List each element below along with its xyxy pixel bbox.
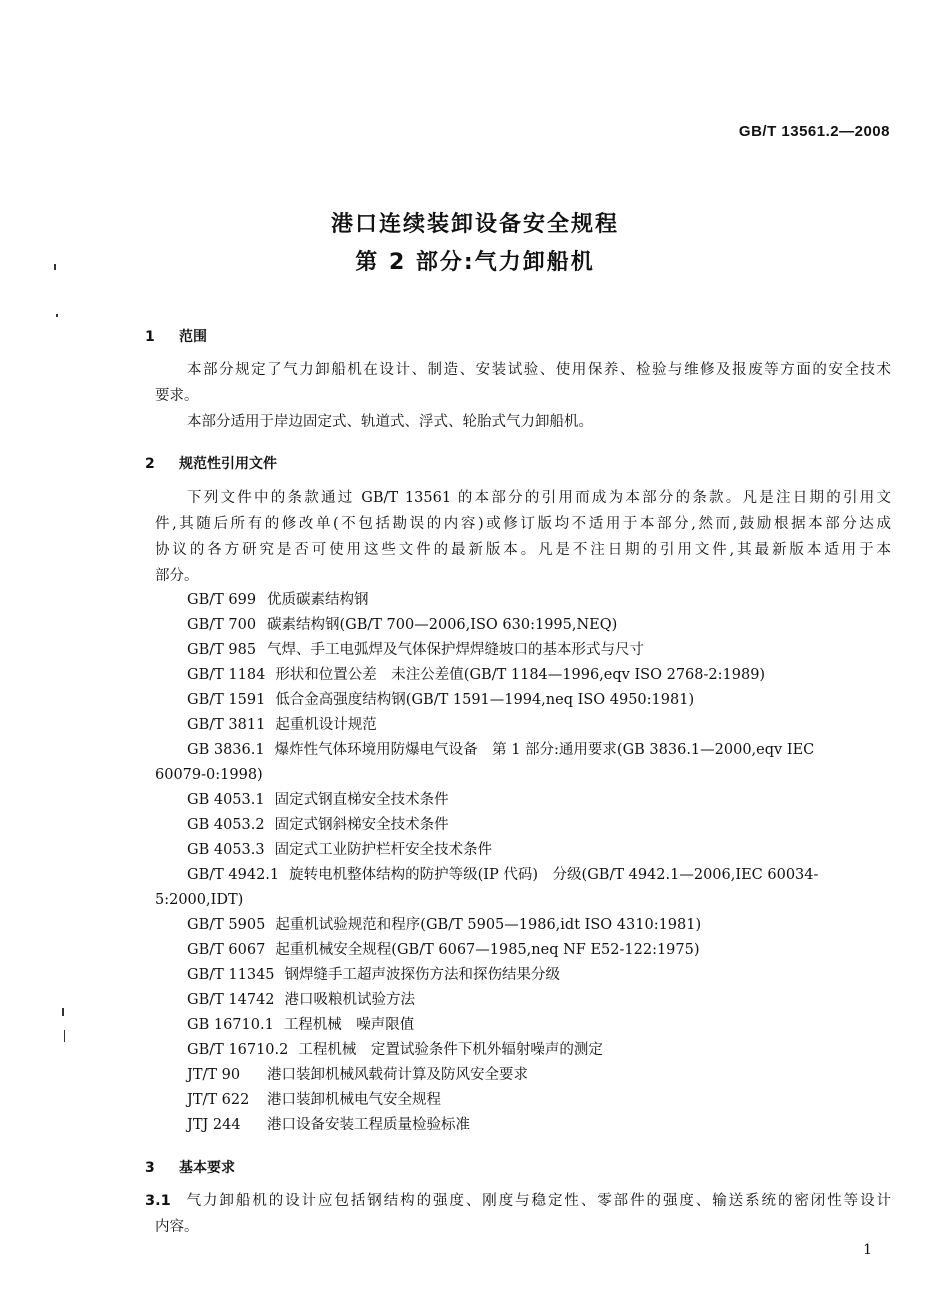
reference-title: 低合金高强度结构钢(GB/T 1591—1994,neq ISO 4950:1981) (275, 692, 695, 708)
reference-code: JT/T 622 (187, 1092, 250, 1108)
reference-item (187, 712, 377, 738)
reference-title: 起重机械安全规程(GB/T 6067—1985,neq NF E52-122:1975) (275, 942, 700, 958)
reference-code: JT/T 90 (187, 1067, 241, 1083)
paragraph: 本部分适用于岸边固定式、轨道式、浮式、轮胎式气力卸船机。 (187, 414, 593, 430)
reference-item (187, 1012, 414, 1038)
reference-item (187, 937, 700, 963)
reference-continuation: 60079-0:1998) (155, 767, 263, 783)
reference-item (187, 1062, 528, 1088)
paragraph: 下列文件中的条款通过 GB/T 13561 的本部分的引用而成为本部分的条款。凡是注日期的引用文 (187, 490, 891, 506)
reference-code: GB/T 14742 (187, 992, 275, 1008)
section-number: 1 (145, 329, 155, 345)
reference-code: GB 4053.2 (187, 817, 265, 833)
section-number: 3 (145, 1160, 155, 1176)
reference-title: 港口装卸机械电气安全规程 (267, 1092, 441, 1108)
paragraph: 协议的各方研究是否可使用这些文件的最新版本。凡是不注日期的引用文件,其最新版本适用于本 (155, 542, 891, 558)
reference-item (187, 662, 765, 688)
clause-number: 3.1 (145, 1193, 171, 1209)
reference-code: GB/T 6067 (187, 942, 266, 958)
reference-title: 固定式工业防护栏杆安全技术条件 (274, 842, 493, 858)
reference-code: GB/T 11345 (187, 967, 275, 983)
reference-continuation: 5:2000,IDT) (155, 892, 244, 908)
reference-title: 气焊、手工电弧焊及气体保护焊焊缝坡口的基本形式与尺寸 (267, 642, 644, 658)
reference-title: 港口装卸机械风载荷计算及防风安全要求 (267, 1067, 528, 1083)
reference-title: 港口设备安装工程质量检验标准 (267, 1117, 470, 1133)
reference-code: GB/T 1591 (187, 692, 266, 708)
clause-3-1 (145, 1188, 891, 1214)
reference-title: 爆炸性气体环境用防爆电气设备 第 1 部分:通用要求(GB 3836.1—2000,eqv IEC (274, 742, 815, 758)
reference-item (187, 1112, 470, 1138)
reference-title: 碳素结构钢(GB/T 700—2006,ISO 630:1995,NEQ) (267, 617, 618, 633)
section-heading (145, 326, 207, 346)
reference-item (187, 812, 449, 838)
standard-code: GB/T 13561.2—2008 (738, 123, 890, 140)
section-heading (145, 453, 277, 473)
reference-title: 优质碳素结构钢 (267, 592, 369, 608)
paragraph: 部分。 (155, 568, 199, 584)
reference-code: GB/T 985 (187, 642, 257, 658)
reference-item (187, 612, 617, 638)
scan-mark (56, 314, 58, 317)
scan-mark (64, 1030, 65, 1042)
reference-item (187, 787, 449, 813)
section-title: 规范性引用文件 (179, 456, 277, 472)
reference-title: 起重机试验规范和程序(GB/T 5905—1986,idt ISO 4310:1981) (275, 917, 702, 933)
reference-code: GB/T 1184 (187, 667, 266, 683)
reference-title: 固定式钢直梯安全技术条件 (274, 792, 449, 808)
section-number: 2 (145, 456, 155, 472)
section-title: 基本要求 (179, 1160, 235, 1176)
reference-title: 港口吸粮机试验方法 (284, 992, 416, 1008)
reference-title: 工程机械 噪声限值 (283, 1017, 415, 1033)
reference-code: GB/T 700 (187, 617, 257, 633)
reference-title: 钢焊缝手工超声波探伤方法和探伤结果分级 (284, 967, 561, 983)
reference-code: GB/T 5905 (187, 917, 266, 933)
reference-item (187, 962, 560, 988)
reference-item (187, 837, 492, 863)
reference-item (187, 687, 694, 713)
reference-item (187, 637, 644, 663)
document-subtitle: 第 2 部分:气力卸船机 (355, 250, 595, 275)
reference-code: GB/T 4942.1 (187, 867, 280, 883)
scan-mark (62, 1008, 64, 1016)
paragraph: 本部分规定了气力卸船机在设计、制造、安装试验、使用保养、检验与维修及报废等方面的安全技术 (187, 362, 891, 378)
reference-code: JTJ 244 (187, 1117, 241, 1133)
clause-text: 气力卸船机的设计应包括钢结构的强度、刚度与稳定性、零部件的强度、输送系统的密闭性等设计 (184, 1193, 891, 1209)
reference-item (187, 912, 701, 938)
reference-item (187, 1087, 441, 1113)
reference-title: 固定式钢斜梯安全技术条件 (274, 817, 449, 833)
reference-code: GB 16710.1 (187, 1017, 274, 1033)
reference-code: GB 3836.1 (187, 742, 265, 758)
reference-item (187, 862, 818, 888)
reference-code: GB 4053.3 (187, 842, 265, 858)
section-heading (145, 1157, 235, 1177)
reference-item (187, 987, 415, 1013)
reference-item (187, 737, 814, 763)
paragraph: 内容。 (155, 1219, 199, 1235)
reference-code: GB/T 16710.2 (187, 1042, 289, 1058)
page-number: 1 (863, 1242, 872, 1258)
reference-code: GB/T 699 (187, 592, 257, 608)
section-title: 范围 (179, 329, 207, 345)
document-title: 港口连续装卸设备安全规程 (330, 212, 619, 237)
reference-item (187, 1037, 603, 1063)
reference-title: 工程机械 定置试验条件下机外辐射噪声的测定 (298, 1042, 603, 1058)
reference-title: 起重机设计规范 (275, 717, 377, 733)
reference-code: GB 4053.1 (187, 792, 265, 808)
reference-code: GB/T 3811 (187, 717, 266, 733)
reference-item (187, 587, 369, 613)
reference-title: 形状和位置公差 未注公差值(GB/T 1184—1996,eqv ISO 2768-2:1989) (275, 667, 766, 683)
paragraph: 件,其随后所有的修改单(不包括勘误的内容)或修订版均不适用于本部分,然而,鼓励根据本部分达成 (155, 516, 891, 532)
reference-title: 旋转电机整体结构的防护等级(IP 代码) 分级(GB/T 4942.1—2006,IEC 60034- (289, 867, 819, 883)
paragraph: 要求。 (155, 388, 199, 404)
